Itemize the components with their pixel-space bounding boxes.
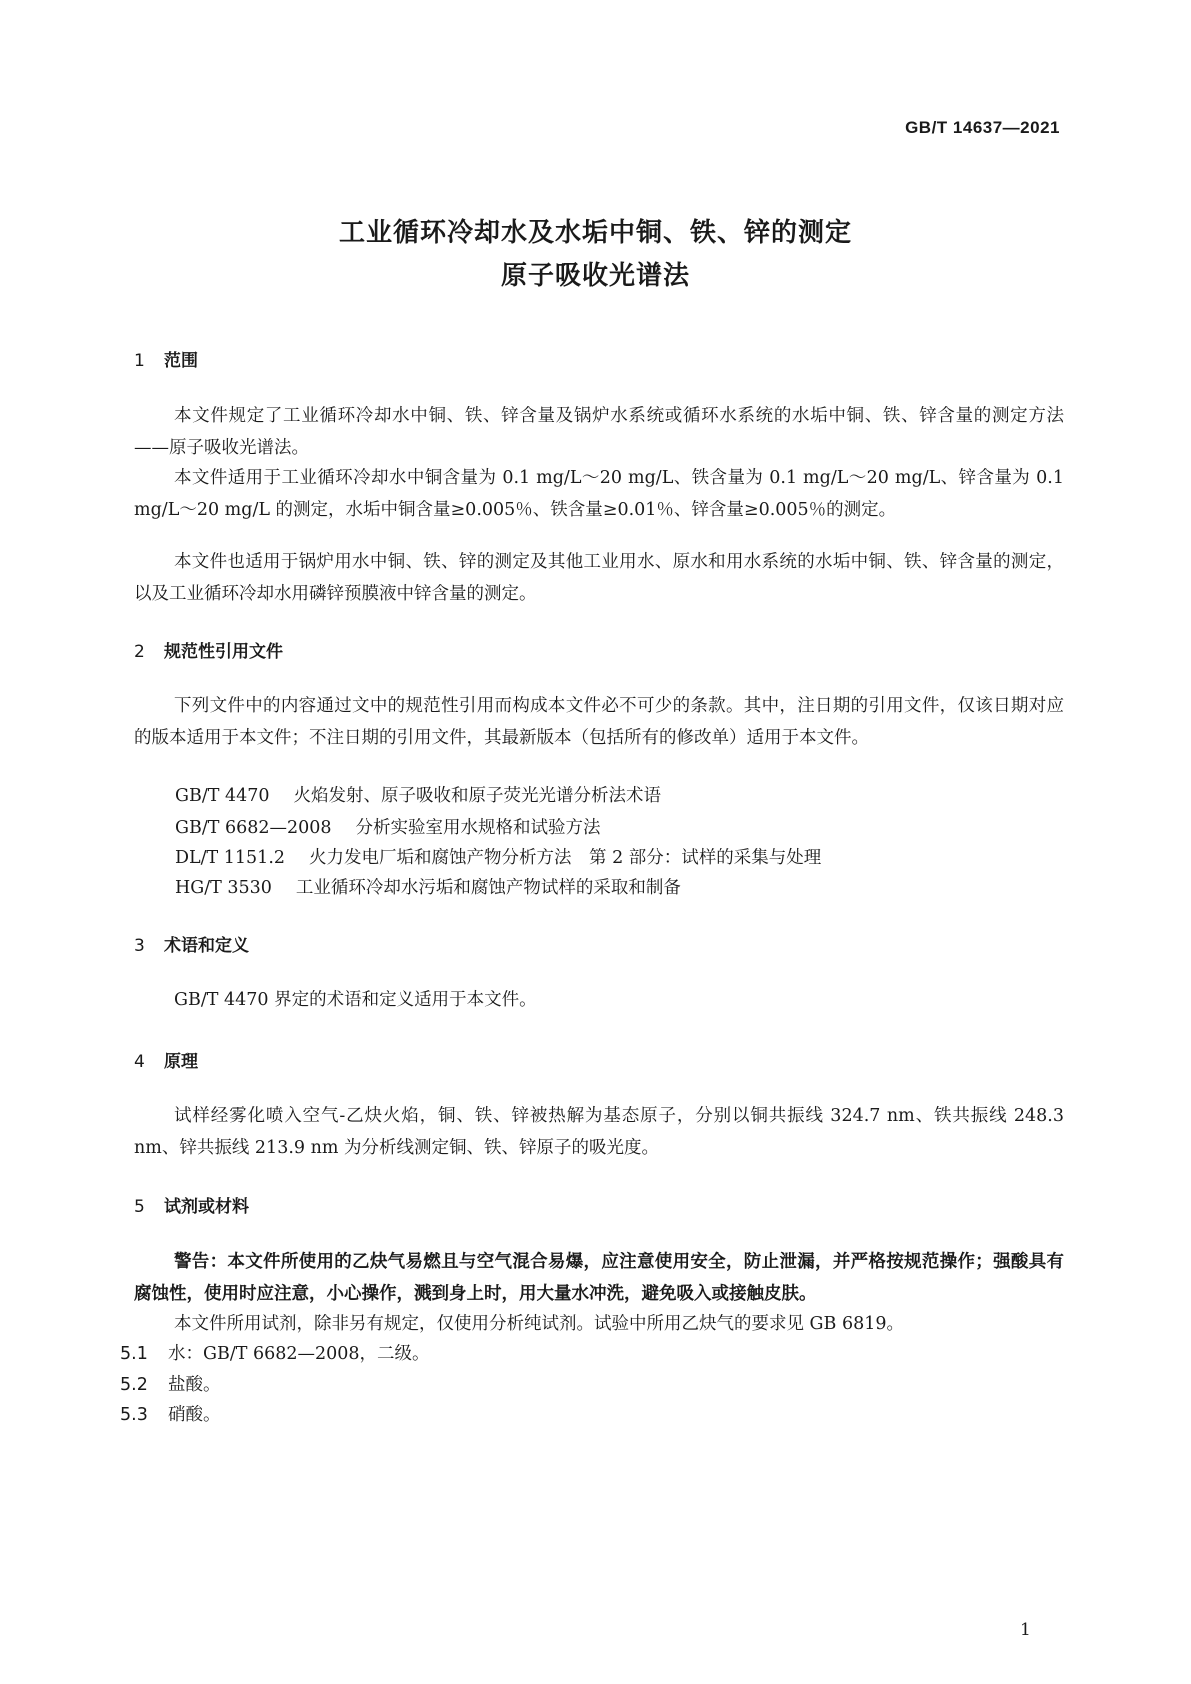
reference-item: [175, 814, 601, 839]
reference-code: GB/T 6682—2008: [175, 818, 332, 838]
section-title: 规范性引用文件: [164, 642, 283, 662]
section-1-heading: [134, 346, 198, 371]
section-3-paragraph-1: GB/T 4470 界定的术语和定义适用于本文件。: [174, 990, 537, 1010]
document-title-line2: 原子吸收光谱法: [500, 261, 690, 291]
page-number: 1: [1020, 1620, 1031, 1640]
reference-title: 工业循环冷却水污垢和腐蚀产物试样的采取和制备: [295, 878, 681, 898]
reference-title: 火焰发射、原子吸收和原子荧光光谱分析法术语: [293, 786, 662, 806]
standard-code: GB/T 14637—2021: [905, 118, 1060, 137]
reference-code: GB/T 4470: [175, 786, 270, 806]
subclause-number: 5.1: [120, 1344, 148, 1364]
section-4-heading: [134, 1047, 198, 1072]
reference-code: DL/T 1151.2: [175, 848, 286, 868]
section-2-heading: [134, 637, 283, 662]
safety-warning: 警告：本文件所使用的乙炔气易燃且与空气混合易爆，应注意使用安全，防止泄漏，并严格按规范操作；强酸具有腐蚀性，使用时应注意，小心操作，溅到身上时，用大量水冲洗，避免吸入或接触皮肤。: [134, 1252, 1064, 1304]
section-2-paragraph-1: 下列文件中的内容通过文中的规范性引用而构成本文件必不可少的条款。其中，注日期的引用文件，仅该日期对应的版本适用于本文件；不注日期的引用文件，其最新版本（包括所有的修改单）适用于本文件。: [134, 696, 1064, 748]
subclause-number: 5.2: [120, 1375, 148, 1395]
section-title: 范围: [164, 351, 198, 371]
section-1-paragraph-2: 本文件适用于工业循环冷却水中铜含量为 0.1 mg/L～20 mg/L、铁含量为 0.1 mg/L～20 mg/L、锌含量为 0.1 mg/L～20 mg/L 的测定，水垢中铜含量≥0.005％、铁含量≥0.01％、锌含量≥0.005％的测定。: [134, 468, 1064, 520]
section-number: 4: [134, 1052, 145, 1072]
document-title-line1: 工业循环冷却水及水垢中铜、铁、锌的测定: [338, 218, 852, 248]
section-5-paragraph-1: 本文件所用试剂，除非另有规定，仅使用分析纯试剂。试验中所用乙炔气的要求见 GB 6819。: [174, 1314, 904, 1334]
section-3-heading: [134, 931, 249, 956]
section-title: 原理: [164, 1052, 198, 1072]
section-1-paragraph-3: 本文件也适用于锅炉用水中铜、铁、锌的测定及其他工业用水、原水和用水系统的水垢中铜、铁、锌含量的测定，以及工业循环冷却水用磷锌预膜液中锌含量的测定。: [134, 552, 1064, 604]
section-number: 5: [134, 1197, 145, 1217]
reference-title: 分析实验室用水规格和试验方法: [355, 818, 601, 838]
section-5-heading: [134, 1192, 249, 1217]
section-number: 3: [134, 936, 145, 956]
subclause-item: [120, 1371, 221, 1396]
section-1-paragraph-1: 本文件规定了工业循环冷却水中铜、铁、锌含量及锅炉水系统或循环水系统的水垢中铜、铁、锌含量的测定方法——原子吸收光谱法。: [134, 406, 1064, 458]
reference-item: [175, 782, 661, 807]
section-title: 术语和定义: [164, 936, 249, 956]
subclause-text: 水：GB/T 6682—2008，二级。: [168, 1344, 430, 1364]
section-title: 试剂或材料: [164, 1197, 249, 1217]
subclause-item: [120, 1340, 430, 1365]
section-4-paragraph-1: 试样经雾化喷入空气-乙炔火焰，铜、铁、锌被热解为基态原子，分别以铜共振线 324.7 nm、铁共振线 248.3 nm、锌共振线 213.9 nm 为分析线测定铜、铁、锌原子的吸光度。: [134, 1106, 1064, 1158]
subclause-text: 硝酸。: [168, 1405, 221, 1425]
reference-item: [175, 874, 681, 899]
section-number: 2: [134, 642, 145, 662]
subclause-text: 盐酸。: [168, 1375, 221, 1395]
reference-code: HG/T 3530: [175, 878, 272, 898]
section-number: 1: [134, 351, 145, 371]
reference-title: 火力发电厂垢和腐蚀产物分析方法 第 2 部分：试样的采集与处理: [309, 848, 822, 868]
subclause-number: 5.3: [120, 1405, 148, 1425]
subclause-item: [120, 1401, 221, 1426]
reference-item: [175, 844, 821, 869]
